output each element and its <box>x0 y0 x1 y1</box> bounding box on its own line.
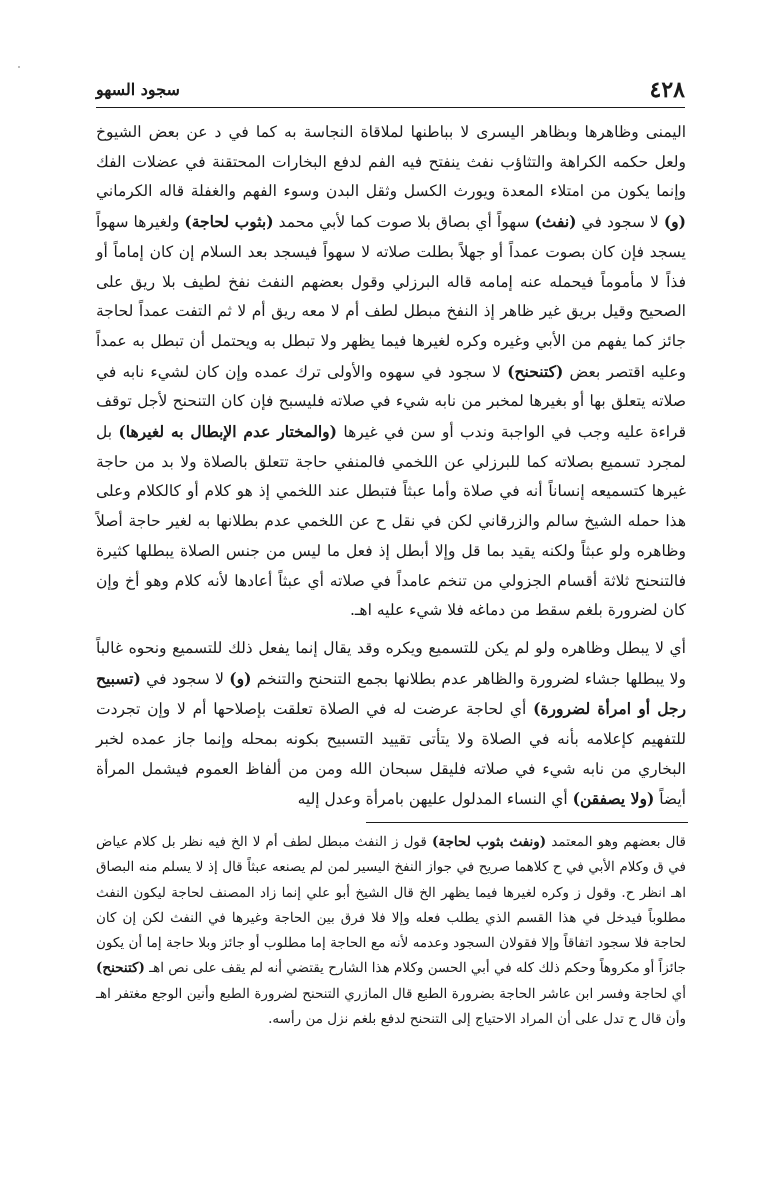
text-run: قول ز النفث مبطل لطف أم لا الخ فيه نظر بل كلام عياض في ق وكلام الأبي في ح كلاهما صريح في جواز النفخ اليسير لمن لم يصنعه عبثاً قال إذ لا يسلم منه البصاق اهـ انظر ح. وقول ز وكره لغيرها فيما يظهر الخ قال الشيخ أبو علي إنما زاد المصنف لحاجة ليكون النفث مطلوباً فيدخل في هذا القسم الذي يطلب فعله وإلا فلا فرق بين الحاجة وغيرها في النفث لكن إن كان لحاجة فلا سجود اتفاقاً وإلا فقولان السجود وعدمه لأنه مع الحاجة إما مطلوب أو جائز وبلا حاجة إما أن يكون جائزاً أو مكروهاً وحكم ذلك كله في أبي الحسن وكلام هذا الشارح يقتضي أنه لم يقف على نص اهـ <box>96 834 686 977</box>
footnote-paragraph <box>96 830 686 1032</box>
main-text <box>96 118 686 815</box>
text-run: ولغيرها سهواً يسجد فإن كان بصوت عمداً أو جهلاً بطلت صلاته لا سهواً فيسجد بعد السلام إن كان إماماً أو فذاً لا مأموماً فيحمله عنه إمامه قاله البرزلي وقول بعضهم النفث نفخ لطيف بلا ريق على الصحيح وقيل بريق غير ظاهر إذ النفخ مبطل لطف أم لا معه ريق أم لا ثم التفت عمداً لحاجة جائز كما يفهم من الأبي وغيره وكره لغيرها فيما يظهر ولا تبطل به ويحتمل أن تبطل به عمداً وعليه اقتصر بعض <box>96 213 686 381</box>
text-run: سهواً أي بصاق بلا صوت كما لأبي محمد <box>273 213 535 232</box>
bold-term: (والمختار عدم الإبطال به لغيرها) <box>118 422 337 442</box>
text-run: أي لا يبطل وظاهره ولو لم يكن للتسميع ويكره وقد يقال إنما يفعل ذلك للتسميع ونحوه غالباً ولا يبطلها جشاء لضرورة والظاهر عدم بطلانها بجمع التنحنح والتنخم <box>96 638 687 688</box>
bold-term: (و) <box>663 212 686 232</box>
text-run: أي لحاجة وفسر ابن عاشر الحاجة بضرورة الطبع قال المازري التنحنح لضرورة الطبع وأنين الوجع مغتفر اهـ وأن قال ح تدل على أن المراد الاحتياج إلى التنحنح لدفع بلغم نزل من رأسه. <box>96 985 686 1028</box>
bold-term: (نفث) <box>534 212 577 232</box>
margin-mark <box>18 66 20 68</box>
bold-term: (كتنحنح) <box>96 960 145 977</box>
text-run: أي النساء المدلول عليهن بامرأة وعدل إليه <box>297 790 573 809</box>
text-run: لا سجود في <box>140 669 230 688</box>
body-paragraph-2 <box>96 634 686 815</box>
text-run: لا سجود في سهوه والأولى ترك عمده وإن كان لشيء نابه في صلاته يتعلق بها أو بغيرها لمخبر من نابه شيء في صلاته فليسبح فإن كان التنحنح لأجل توقف قراءة عليه وجب في الواجبة وندب أو سن في غيرها <box>96 362 686 442</box>
bold-term: (و) <box>229 668 252 688</box>
bold-term: (بثوب لحاجة) <box>184 212 274 232</box>
text-run: بل لمجرد تسميع بصلاته كما للبرزلي عن اللخمي فالمنفي حاجة تتعلق بالصلاة ولا بد من حاجة غيرها كتسميعه إنساناً أنه في صلاة وأما عبثاً فتبطل عند اللخمي إذ هو كلام أو كالكلام وعلى هذا حمله الشيخ سالم والزرقاني لكن في نقل ح عن اللخمي عدم بطلانها به لغير حاجة أصلاً وظاهره ولو عبثاً ولكنه يقيد بما قل وإلا أبطل إذ فعل ما ليس من جنس الصلاة يبطلها كثيرة فالتنحنح ثلاثة أقسام الجزولي من تنخم عامداً في صلاته أي عبثاً أعادها لأنه كلام وهو أخ وإن كان لضرورة بلغم سقط من دماغه فلا شيء عليه اهـ. <box>96 423 686 620</box>
text-run: لا سجود في <box>576 213 664 232</box>
text-run: أي لحاجة عرضت له في الصلاة تعلقت بإصلاحها أم لا وإن تجردت للتفهيم كإعلامه بأنه في الصلاة ولا يتأتى تقييد التسبيح بكونه بمحله وإنما جاز عمده لخبر البخاري من نابه شيء في صلاته فليقل سبحان الله ومن من ألفاظ العموم فيشمل المرأة أيضاً <box>96 700 686 809</box>
bold-term: (ولا يصفقن) <box>572 789 655 809</box>
running-title: سجود السهو <box>96 80 180 99</box>
body-paragraph-1 <box>96 118 686 626</box>
header-rule <box>96 107 685 108</box>
bold-term: (تسبيح رجل أو امرأة لضرورة) <box>96 668 686 719</box>
page-header <box>96 74 685 110</box>
footnotes <box>96 830 686 1032</box>
footnote-separator <box>366 822 688 823</box>
bold-term: (ونفث بثوب لحاجة) <box>431 834 547 850</box>
bold-term: (كتنحنح) <box>507 361 564 381</box>
text-run: اليمنى وظاهرها وبظاهر اليسرى لا بباطنها لملاقاة النجاسة به كما في د عن بعض الشيوخ ولعل حكمه الكراهة والتثاؤب نفث ينفتح فيه الفم لدفع البخارات المحتقنة في عضلات الفك وإنما يكون من امتلاء المعدة ويورث الكسل وثقل البدن وسوء الفهم والغفلة قاله الكرماني <box>96 123 686 201</box>
text-run: قال بعضهم وهو المعتمد <box>546 834 687 850</box>
page-number: ٤٢٨ <box>649 77 685 103</box>
